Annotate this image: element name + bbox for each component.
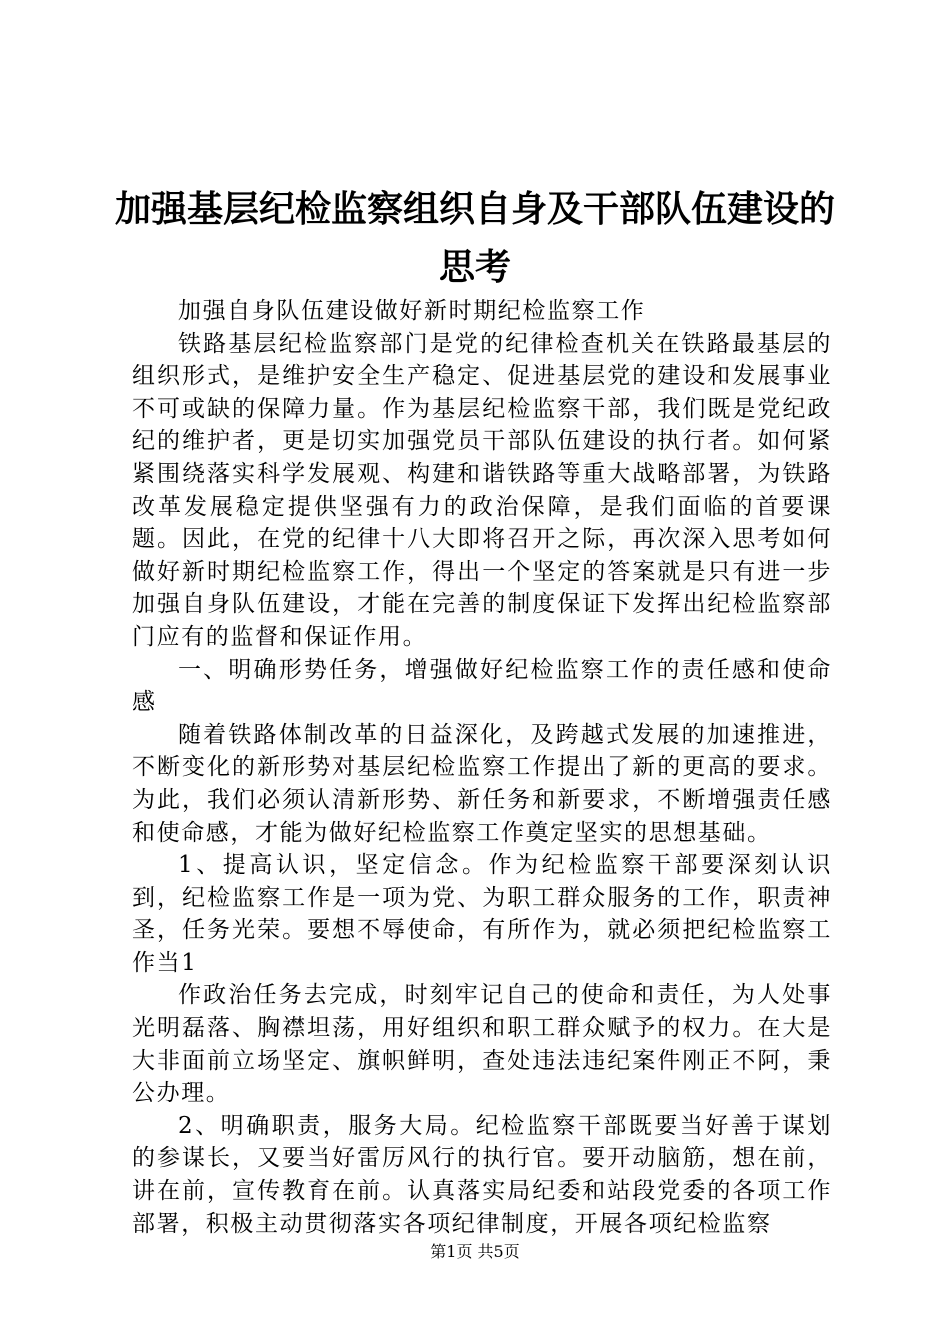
body-paragraph: 铁路基层纪检监察部门是党的纪律检查机关在铁路最基层的组织形式，是维护安全生产稳定、促进基层党的建设和发展事业不可或缺的保障力量。作为基层纪检监察干部，我们既是党纪政纪的维护者，更是切实加强党员干部队伍建设的执行者。如何紧紧围绕落实科学发展观、构建和谐铁路等重大战略部署，为铁路改革发展稳定提供坚强有力的政治保障，是我们面临的首要课题。因此，在党的纪律十八大即将召开之际，再次深入思考如何做好新时期纪检监察工作，得出一个坚定的答案就是只有进一步加强自身队伍建设，才能在完善的制度保证下发挥出纪检监察部门应有的监督和保证作用。 <box>132 330 832 650</box>
document-title-line-2: 思考 <box>438 247 511 288</box>
section-heading: 一、明确形势任务，增强做好纪检监察工作的责任感和使命感 <box>132 656 832 716</box>
page-number-footer: 第1页 共5页 <box>430 1242 520 1261</box>
body-paragraph: 1、提高认识，坚定信念。作为纪检监察干部要深刻认识到，纪检监察工作是一项为党、为职工群众服务的工作，职责神圣，任务光荣。要想不辱使命，有所作为，就必须把纪检监察工作当1 <box>132 852 832 976</box>
body-paragraph: 随着铁路体制改革的日益深化，及跨越式发展的加速推进，不断变化的新形势对基层纪检监察工作提出了新的更高的要求。为此，我们必须认清新形势、新任务和新要求，不断增强责任感和使命感，才能为做好纪检监察工作奠定坚实的思想基础。 <box>132 721 832 846</box>
body-paragraph: 2、明确职责，服务大局。纪检监察干部既要当好善于谋划的参谋长，又要当好雷厉风行的执行官。要开动脑筋，想在前，讲在前，宣传教育在前。认真落实局纪委和站段党委的各项工作部署，积极主动贯彻落实各项纪律制度，开展各项纪检监察 <box>132 1112 832 1237</box>
body-paragraph: 作政治任务去完成，时刻牢记自己的使命和责任，为人处事光明磊落、胸襟坦荡，用好组织和职工群众赋予的权力。在大是大非面前立场坚定、旗帜鲜明，查处违法违纪案件刚正不阿，秉公办理。 <box>132 982 832 1107</box>
document-body <box>132 295 832 1240</box>
subtitle-paragraph: 加强自身队伍建设做好新时期纪检监察工作 <box>178 298 646 324</box>
document-title-line-1: 加强基层纪检监察组织自身及干部队伍建设的 <box>114 189 835 230</box>
